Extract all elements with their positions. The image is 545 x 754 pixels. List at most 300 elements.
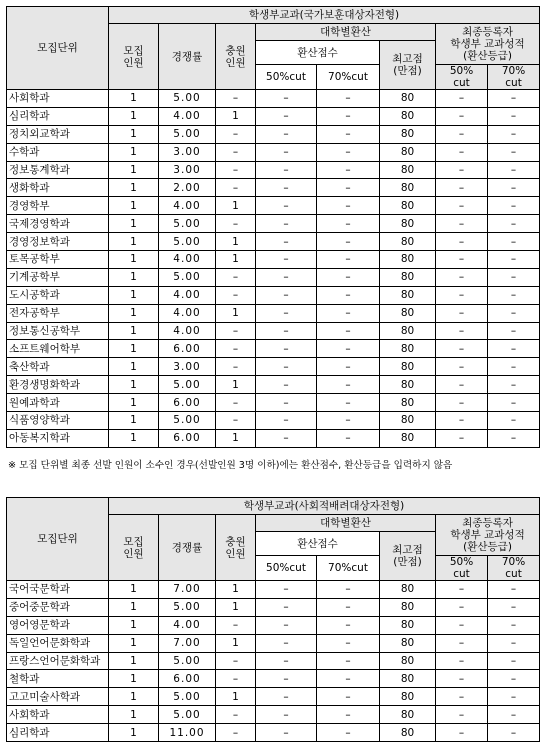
table-row xyxy=(7,634,540,652)
extra-count: 1 xyxy=(216,233,256,251)
competition-ratio: 6.00 xyxy=(159,340,216,358)
recruit-count: 1 xyxy=(109,268,159,286)
extra-count: 1 xyxy=(216,634,256,652)
max-score-header: 최고점 (만점) xyxy=(380,532,436,581)
cut70-score: – xyxy=(317,268,380,286)
final-cut70: – xyxy=(488,394,540,412)
competition-ratio: 6.00 xyxy=(159,429,216,447)
cut50-score: – xyxy=(256,90,317,108)
cut70-score: – xyxy=(317,688,380,706)
cut70-score: – xyxy=(317,358,380,376)
unit-name: 프랑스언어문화학과 xyxy=(7,652,109,670)
max-score: 80 xyxy=(380,706,436,724)
extra-count: – xyxy=(216,358,256,376)
recruit-count: 1 xyxy=(109,251,159,269)
max-score: 80 xyxy=(380,724,436,742)
cut70-score: – xyxy=(317,161,380,179)
max-score: 80 xyxy=(380,412,436,430)
table-row xyxy=(7,286,540,304)
final-cut70: – xyxy=(488,215,540,233)
cut50-score: – xyxy=(256,412,317,430)
final-cut70: – xyxy=(488,304,540,322)
final-cut50: – xyxy=(436,652,488,670)
max-score: 80 xyxy=(380,215,436,233)
table-row xyxy=(7,706,540,724)
cut70-score: – xyxy=(317,286,380,304)
final-cut70: – xyxy=(488,616,540,634)
final-cut70: – xyxy=(488,322,540,340)
final-cut70: – xyxy=(488,90,540,108)
competition-ratio: 2.00 xyxy=(159,179,216,197)
recruit-count: 1 xyxy=(109,412,159,430)
competition-ratio: 5.00 xyxy=(159,598,216,616)
cut50-header: 50%cut xyxy=(256,556,317,581)
unit-name: 정보통계학과 xyxy=(7,161,109,179)
recruit-count: 1 xyxy=(109,179,159,197)
recruit-count: 1 xyxy=(109,652,159,670)
extra-header: 충원 인원 xyxy=(216,515,256,581)
table-title: 학생부교과(사회적배려대상자전형) xyxy=(109,498,540,515)
max-score: 80 xyxy=(380,143,436,161)
table-row xyxy=(7,376,540,394)
cut50-score: – xyxy=(256,197,317,215)
cut50-score: – xyxy=(256,251,317,269)
unit-name: 토목공학부 xyxy=(7,251,109,269)
cut70-score: – xyxy=(317,394,380,412)
recruit-count: 1 xyxy=(109,616,159,634)
final-cut70: – xyxy=(488,688,540,706)
final-cut50: – xyxy=(436,125,488,143)
max-score: 80 xyxy=(380,358,436,376)
recruit-count: 1 xyxy=(109,429,159,447)
max-score: 80 xyxy=(380,304,436,322)
final-cut50: – xyxy=(436,322,488,340)
table-row xyxy=(7,90,540,108)
final-cut70: – xyxy=(488,598,540,616)
final-cut50: – xyxy=(436,286,488,304)
competition-ratio: 5.00 xyxy=(159,215,216,233)
conv-score-header: 환산점수 xyxy=(256,41,380,65)
extra-header: 충원 인원 xyxy=(216,24,256,90)
table-title: 학생부교과(국가보훈대상자전형) xyxy=(109,7,540,24)
competition-ratio: 3.00 xyxy=(159,143,216,161)
unit-name: 고고미술사학과 xyxy=(7,688,109,706)
cut50-score: – xyxy=(256,652,317,670)
cut70-score: – xyxy=(317,598,380,616)
unit-name: 국어국문학과 xyxy=(7,581,109,599)
extra-count: – xyxy=(216,616,256,634)
cut50-score: – xyxy=(256,340,317,358)
recruit-count: 1 xyxy=(109,233,159,251)
unit-name: 기계공학부 xyxy=(7,268,109,286)
unit-name: 경영학부 xyxy=(7,197,109,215)
final-cut70: – xyxy=(488,429,540,447)
unit-name: 소프트웨어학부 xyxy=(7,340,109,358)
cut70-score: – xyxy=(317,652,380,670)
cut50-score: – xyxy=(256,233,317,251)
recruit-count: 1 xyxy=(109,215,159,233)
final-cut70: – xyxy=(488,634,540,652)
extra-count: – xyxy=(216,215,256,233)
cut50-score: – xyxy=(256,179,317,197)
cut50-score: – xyxy=(256,394,317,412)
table-row xyxy=(7,322,540,340)
competition-ratio: 3.00 xyxy=(159,161,216,179)
competition-ratio: 5.00 xyxy=(159,233,216,251)
competition-ratio: 4.00 xyxy=(159,322,216,340)
max-score: 80 xyxy=(380,634,436,652)
extra-count: – xyxy=(216,286,256,304)
cut50-score: – xyxy=(256,616,317,634)
unit-name: 아동복지학과 xyxy=(7,429,109,447)
extra-count: – xyxy=(216,394,256,412)
competition-ratio: 4.00 xyxy=(159,197,216,215)
table-row xyxy=(7,652,540,670)
final-cut70: – xyxy=(488,143,540,161)
competition-ratio: 4.00 xyxy=(159,251,216,269)
recruit-count: 1 xyxy=(109,197,159,215)
max-score: 80 xyxy=(380,598,436,616)
recruit-count: 1 xyxy=(109,286,159,304)
table-row xyxy=(7,340,540,358)
unit-name: 중어중문학과 xyxy=(7,598,109,616)
competition-ratio: 3.00 xyxy=(159,358,216,376)
max-score: 80 xyxy=(380,251,436,269)
unit-name: 영어영문학과 xyxy=(7,616,109,634)
cut70-score: – xyxy=(317,376,380,394)
extra-count: – xyxy=(216,652,256,670)
extra-count: 1 xyxy=(216,304,256,322)
recruit-header: 모집 인원 xyxy=(109,24,159,90)
final-cut50: – xyxy=(436,581,488,599)
unit-name: 전자공학부 xyxy=(7,304,109,322)
final-cut50: – xyxy=(436,340,488,358)
unit-name: 국제경영학과 xyxy=(7,215,109,233)
recruit-count: 1 xyxy=(109,724,159,742)
unit-name: 사회학과 xyxy=(7,90,109,108)
max-score: 80 xyxy=(380,107,436,125)
cut70-score: – xyxy=(317,179,380,197)
competition-ratio: 6.00 xyxy=(159,394,216,412)
max-score: 80 xyxy=(380,233,436,251)
table-row xyxy=(7,304,540,322)
unit-name: 사회학과 xyxy=(7,706,109,724)
recruit-count: 1 xyxy=(109,90,159,108)
table-row xyxy=(7,179,540,197)
final-cut50: – xyxy=(436,179,488,197)
table-row xyxy=(7,268,540,286)
extra-count: 1 xyxy=(216,107,256,125)
competition-ratio: 5.00 xyxy=(159,706,216,724)
competition-ratio: 5.00 xyxy=(159,412,216,430)
table-row xyxy=(7,598,540,616)
cut70-score: – xyxy=(317,616,380,634)
cut70-score: – xyxy=(317,107,380,125)
final-cut50: – xyxy=(436,161,488,179)
final-cut70: – xyxy=(488,581,540,599)
recruit-count: 1 xyxy=(109,634,159,652)
unit-name: 축산학과 xyxy=(7,358,109,376)
recruit-count: 1 xyxy=(109,304,159,322)
final-cut70: – xyxy=(488,251,540,269)
max-score: 80 xyxy=(380,197,436,215)
cut50-score: – xyxy=(256,161,317,179)
cut70-score: – xyxy=(317,340,380,358)
final-cut50: – xyxy=(436,634,488,652)
final-cut50: – xyxy=(436,616,488,634)
final-cut50: – xyxy=(436,197,488,215)
unit-name: 심리학과 xyxy=(7,724,109,742)
extra-count: – xyxy=(216,125,256,143)
final-cut50: – xyxy=(436,143,488,161)
max-score: 80 xyxy=(380,90,436,108)
competition-ratio: 11.00 xyxy=(159,724,216,742)
unit-name: 경영정보학과 xyxy=(7,233,109,251)
cut70-score: – xyxy=(317,706,380,724)
final-cut50: – xyxy=(436,724,488,742)
final-cut70: – xyxy=(488,670,540,688)
recruit-count: 1 xyxy=(109,340,159,358)
cut50-score: – xyxy=(256,215,317,233)
extra-count: – xyxy=(216,90,256,108)
table-row xyxy=(7,688,540,706)
final-cut50: – xyxy=(436,688,488,706)
table-row xyxy=(7,197,540,215)
final-cut70: – xyxy=(488,412,540,430)
cut50-score: – xyxy=(256,429,317,447)
cut70-score: – xyxy=(317,412,380,430)
conversion-header: 대학별환산 xyxy=(256,24,436,41)
recruit-count: 1 xyxy=(109,670,159,688)
unit-name: 정보통신공학부 xyxy=(7,322,109,340)
table-row xyxy=(7,233,540,251)
max-score: 80 xyxy=(380,688,436,706)
max-score-header: 최고점 (만점) xyxy=(380,41,436,90)
extra-count: – xyxy=(216,670,256,688)
max-score: 80 xyxy=(380,394,436,412)
final-cut50: – xyxy=(436,251,488,269)
extra-count: – xyxy=(216,340,256,358)
competition-ratio: 5.00 xyxy=(159,125,216,143)
recruit-count: 1 xyxy=(109,143,159,161)
final-cut70: – xyxy=(488,233,540,251)
extra-count: 1 xyxy=(216,197,256,215)
cut70-score: – xyxy=(317,634,380,652)
final-cut70-header: 70% cut xyxy=(488,556,540,581)
footnote: ※ 모집 단위별 최종 선발 인원이 소수인 경우(선발인원 3명 이하)에는 환산점수, 환산등급을 입력하지 않음 xyxy=(8,460,453,471)
competition-ratio: 4.00 xyxy=(159,616,216,634)
unit-header: 모집단위 xyxy=(7,498,109,581)
final-cut70: – xyxy=(488,652,540,670)
final-cut50: – xyxy=(436,358,488,376)
competition-ratio: 7.00 xyxy=(159,634,216,652)
table-row xyxy=(7,394,540,412)
final-cut70: – xyxy=(488,340,540,358)
final-cut50: – xyxy=(436,376,488,394)
table-row xyxy=(7,429,540,447)
ratio-header: 경쟁률 xyxy=(159,24,216,90)
final-cut70: – xyxy=(488,125,540,143)
max-score: 80 xyxy=(380,616,436,634)
table-row xyxy=(7,358,540,376)
cut50-score: – xyxy=(256,286,317,304)
cut70-score: – xyxy=(317,143,380,161)
recruit-count: 1 xyxy=(109,125,159,143)
recruit-count: 1 xyxy=(109,688,159,706)
unit-name: 심리학과 xyxy=(7,107,109,125)
cut50-score: – xyxy=(256,125,317,143)
cut50-score: – xyxy=(256,358,317,376)
max-score: 80 xyxy=(380,179,436,197)
competition-ratio: 4.00 xyxy=(159,304,216,322)
competition-ratio: 4.00 xyxy=(159,286,216,304)
extra-count: 1 xyxy=(216,429,256,447)
cut70-score: – xyxy=(317,581,380,599)
final-cut50: – xyxy=(436,268,488,286)
unit-name: 철학과 xyxy=(7,670,109,688)
max-score: 80 xyxy=(380,268,436,286)
cut50-score: – xyxy=(256,706,317,724)
cut70-score: – xyxy=(317,233,380,251)
unit-name: 수학과 xyxy=(7,143,109,161)
conversion-header: 대학별환산 xyxy=(256,515,436,532)
final-cut50: – xyxy=(436,670,488,688)
competition-ratio: 7.00 xyxy=(159,581,216,599)
table-row xyxy=(7,107,540,125)
recruit-count: 1 xyxy=(109,376,159,394)
final-cut50: – xyxy=(436,90,488,108)
final-cut70: – xyxy=(488,268,540,286)
max-score: 80 xyxy=(380,161,436,179)
admission-table-social xyxy=(6,497,540,742)
table-row xyxy=(7,143,540,161)
final-cut50: – xyxy=(436,598,488,616)
conv-score-header: 환산점수 xyxy=(256,532,380,556)
final-cut70: – xyxy=(488,107,540,125)
competition-ratio: 6.00 xyxy=(159,670,216,688)
competition-ratio: 5.00 xyxy=(159,90,216,108)
extra-count: 1 xyxy=(216,688,256,706)
final-cut50: – xyxy=(436,394,488,412)
unit-name: 도시공학과 xyxy=(7,286,109,304)
cut70-score: – xyxy=(317,90,380,108)
final-cut70: – xyxy=(488,179,540,197)
cut50-score: – xyxy=(256,322,317,340)
cut70-score: – xyxy=(317,304,380,322)
unit-name: 식품영양학과 xyxy=(7,412,109,430)
cut70-score: – xyxy=(317,125,380,143)
max-score: 80 xyxy=(380,581,436,599)
extra-count: 1 xyxy=(216,251,256,269)
cut50-score: – xyxy=(256,634,317,652)
table-row xyxy=(7,125,540,143)
cut70-score: – xyxy=(317,724,380,742)
max-score: 80 xyxy=(380,125,436,143)
max-score: 80 xyxy=(380,286,436,304)
extra-count: – xyxy=(216,322,256,340)
final-cut50: – xyxy=(436,706,488,724)
unit-header: 모집단위 xyxy=(7,7,109,90)
table-row xyxy=(7,670,540,688)
recruit-count: 1 xyxy=(109,581,159,599)
extra-count: 1 xyxy=(216,598,256,616)
final-cut50: – xyxy=(436,107,488,125)
max-score: 80 xyxy=(380,322,436,340)
cut50-score: – xyxy=(256,724,317,742)
cut50-score: – xyxy=(256,304,317,322)
cut70-score: – xyxy=(317,197,380,215)
cut70-header: 70%cut xyxy=(317,65,380,90)
cut50-score: – xyxy=(256,376,317,394)
ratio-header: 경쟁률 xyxy=(159,515,216,581)
cut50-score: – xyxy=(256,670,317,688)
recruit-count: 1 xyxy=(109,358,159,376)
final-grade-header: 최종등록자 학생부 교과성적 (환산등급) xyxy=(436,24,540,65)
competition-ratio: 5.00 xyxy=(159,376,216,394)
final-cut50: – xyxy=(436,304,488,322)
final-cut50-header: 50% cut xyxy=(436,556,488,581)
extra-count: – xyxy=(216,412,256,430)
recruit-count: 1 xyxy=(109,706,159,724)
competition-ratio: 5.00 xyxy=(159,268,216,286)
extra-count: – xyxy=(216,179,256,197)
unit-name: 생화학과 xyxy=(7,179,109,197)
cut50-score: – xyxy=(256,688,317,706)
recruit-count: 1 xyxy=(109,322,159,340)
final-cut70: – xyxy=(488,197,540,215)
final-cut50: – xyxy=(436,429,488,447)
extra-count: – xyxy=(216,268,256,286)
cut50-score: – xyxy=(256,598,317,616)
cut50-score: – xyxy=(256,143,317,161)
unit-name: 정치외교학과 xyxy=(7,125,109,143)
final-cut70: – xyxy=(488,286,540,304)
cut70-score: – xyxy=(317,429,380,447)
admission-table-veterans xyxy=(6,6,540,448)
unit-name: 원예과학과 xyxy=(7,394,109,412)
final-cut70: – xyxy=(488,376,540,394)
max-score: 80 xyxy=(380,376,436,394)
max-score: 80 xyxy=(380,670,436,688)
table-row xyxy=(7,251,540,269)
extra-count: – xyxy=(216,161,256,179)
cut50-score: – xyxy=(256,581,317,599)
final-cut70: – xyxy=(488,161,540,179)
extra-count: – xyxy=(216,724,256,742)
table-row xyxy=(7,161,540,179)
recruit-count: 1 xyxy=(109,394,159,412)
max-score: 80 xyxy=(380,340,436,358)
extra-count: – xyxy=(216,706,256,724)
table-row xyxy=(7,412,540,430)
final-cut70: – xyxy=(488,706,540,724)
max-score: 80 xyxy=(380,429,436,447)
recruit-header: 모집 인원 xyxy=(109,515,159,581)
cut70-header: 70%cut xyxy=(317,556,380,581)
competition-ratio: 5.00 xyxy=(159,688,216,706)
recruit-count: 1 xyxy=(109,107,159,125)
max-score: 80 xyxy=(380,652,436,670)
final-cut50: – xyxy=(436,233,488,251)
final-cut50: – xyxy=(436,215,488,233)
cut50-header: 50%cut xyxy=(256,65,317,90)
table-row xyxy=(7,616,540,634)
cut70-score: – xyxy=(317,670,380,688)
table-row xyxy=(7,581,540,599)
extra-count: 1 xyxy=(216,376,256,394)
table-row xyxy=(7,215,540,233)
final-cut50: – xyxy=(436,412,488,430)
